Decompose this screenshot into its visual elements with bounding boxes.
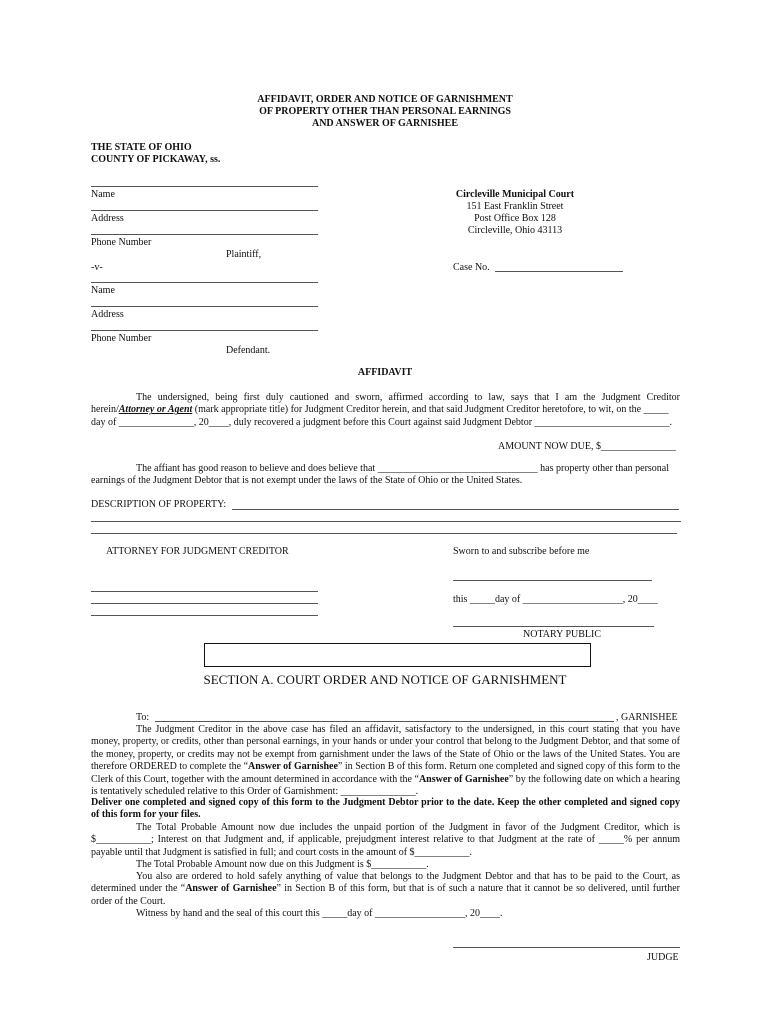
title-line-1: AFFIDAVIT, ORDER AND NOTICE OF GARNISHMENT [257, 94, 513, 105]
defendant-phone-label: Phone Number [91, 333, 152, 344]
sworn-label: Sworn to and subscribe before me [453, 546, 590, 557]
section-a-paragraph-3: The Total Probable Amount now due on this Judgment is $___________. [136, 859, 429, 870]
sworn-date-line[interactable]: this _____day of ____________________, 20____ [453, 594, 658, 605]
court-po-box: Post Office Box 128 [474, 213, 556, 224]
affidavit-p1-a: The undersigned, being first duly cautioned and sworn, affirmed according to law, says that I am the Judgment Creditor herein/ [91, 392, 680, 416]
affidavit-heading: AFFIDAVIT [357, 367, 413, 378]
garnishee-label: , GARNISHEE [616, 712, 678, 723]
answer-of-garnishee-2: Answer of Garnishee [418, 773, 509, 785]
plaintiff-phone-line[interactable] [91, 234, 318, 235]
description-line-2[interactable] [91, 521, 681, 522]
seal-box [204, 643, 591, 667]
affidavit-p2-b: earnings of the Judgment Debtor that is not exempt under the laws of the State of Ohio or the United States. [91, 475, 523, 486]
notary-label: NOTARY PUBLIC [523, 629, 602, 640]
description-line-3[interactable] [91, 533, 677, 534]
defendant-address-line[interactable] [91, 306, 318, 307]
description-label: DESCRIPTION OF PROPERTY: [91, 499, 227, 510]
affidavit-p1-c: day of _______________, 20____, duly recovered a judgment before this Court against said Judgment Debtor ___________________________. [91, 417, 673, 428]
attorney-or-agent: Attorney or Agent [118, 404, 193, 416]
title-line-3: AND ANSWER OF GARNISHEE [311, 118, 459, 129]
amount-now-due[interactable]: AMOUNT NOW DUE, $_______________ [498, 441, 676, 452]
plaintiff-name-label: Name [91, 189, 115, 200]
defendant-name-label: Name [91, 285, 115, 296]
versus: -v- [91, 262, 103, 273]
affidavit-paragraph-1 [91, 392, 680, 417]
answer-of-garnishee-1: Answer of Garnishee [248, 761, 338, 773]
affidavit-p1-b: (mark appropriate title) for Judgment Creditor herein, and that said Judgment Creditor heretofore, to wit, on the _____ [192, 404, 669, 416]
venue-state: THE STATE OF OHIO [91, 142, 192, 153]
section-a-p4-b: ” in Section B of this form, but that is of such a nature that it cannot be so delivered, until further order of the Court. [91, 883, 680, 907]
garnishee-name-line[interactable] [155, 721, 614, 722]
venue-county: COUNTY OF PICKAWAY, ss. [91, 154, 221, 165]
section-a-p1: The Judgment Creditor in the above case has filed an affidavit, satisfactory to the undersigned, in this court stating that you have money, property, or credits, other than personal earnings, in your hands or under your control that belong to the Judgment Debtor, and that some of the money, property, or credits may not be exempt from garnishment under the laws of the State of Ohio or the laws of the United States. You are therefore ORDERED to complete the “ [91, 724, 680, 773]
section-a-paragraph-2: The Total Probable Amount now due includes the unpaid portion of the Judgment in favor of the Judgment Creditor, which is $___________; Interest on that Judgment and, if applicable, prejudgment interest relative to that Judgment at the rate of _____% per annum payable until that Judgment is satisfied in full; and court costs in the amount of $___________. [91, 822, 680, 858]
affidavit-p2-a: The affiant has good reason to believe and does believe that ________________________________ has property other than personal [136, 463, 670, 474]
judge-label: JUDGE [647, 952, 679, 963]
section-a-heading: SECTION A. COURT ORDER AND NOTICE OF GARNISHMENT [203, 672, 567, 687]
description-line-1[interactable] [232, 509, 679, 510]
attorney-line-3[interactable] [91, 615, 318, 616]
attorney-line-1[interactable] [91, 591, 318, 592]
section-a-paragraph-1 [91, 724, 680, 798]
plaintiff-phone-label: Phone Number [91, 237, 152, 248]
notary-signature-line[interactable] [453, 580, 652, 581]
defendant-phone-line[interactable] [91, 330, 318, 331]
answer-of-garnishee-3: Answer of Garnishee [185, 883, 277, 895]
defendant-address-label: Address [91, 309, 124, 320]
plaintiff-address-line[interactable] [91, 210, 318, 211]
plaintiff-role: Plaintiff, [226, 249, 262, 260]
case-no-label: Case No. [453, 262, 490, 273]
attorney-line-2[interactable] [91, 603, 318, 604]
to-label: To: [136, 712, 150, 723]
court-city: Circleville, Ohio 43113 [467, 225, 563, 236]
judge-signature-line[interactable] [453, 947, 680, 948]
notary-line[interactable] [453, 626, 654, 627]
case-no-field[interactable] [495, 271, 623, 272]
court-name: Circleville Municipal Court [455, 189, 575, 200]
section-a-paragraph-4 [91, 871, 680, 908]
court-street: 151 East Franklin Street [466, 201, 564, 212]
section-a-p1-b: ” in Section B of this form. Return one completed and signed copy of this form to the Clerk of this Court, together with the amount determined in accordance with the “ [91, 761, 681, 785]
witness-line: Witness by hand and the seal of this court this _____day of __________________, 20____. [136, 908, 503, 919]
section-a-p1-c: ” by the following date on which a hearing is tentatively scheduled relative to this Order of Garnishment: _______________. [91, 773, 681, 798]
title-line-2: OF PROPERTY OTHER THAN PERSONAL EARNINGS [259, 106, 511, 117]
plaintiff-name-line[interactable] [91, 186, 318, 187]
defendant-role: Defendant. [226, 345, 271, 356]
deliver-instruction: Deliver one completed and signed copy of this form to the Judgment Debtor prior to the date. Keep the other completed and signed copy of this form for your files. [91, 797, 680, 821]
defendant-name-line[interactable] [91, 282, 318, 283]
attorney-label: ATTORNEY FOR JUDGMENT CREDITOR [106, 546, 289, 557]
plaintiff-address-label: Address [91, 213, 124, 224]
section-a-p4-a: You also are ordered to hold safely anything of value that belongs to the Judgment Debtor and that has to be paid to the Court, as determined under the “ [91, 871, 680, 895]
